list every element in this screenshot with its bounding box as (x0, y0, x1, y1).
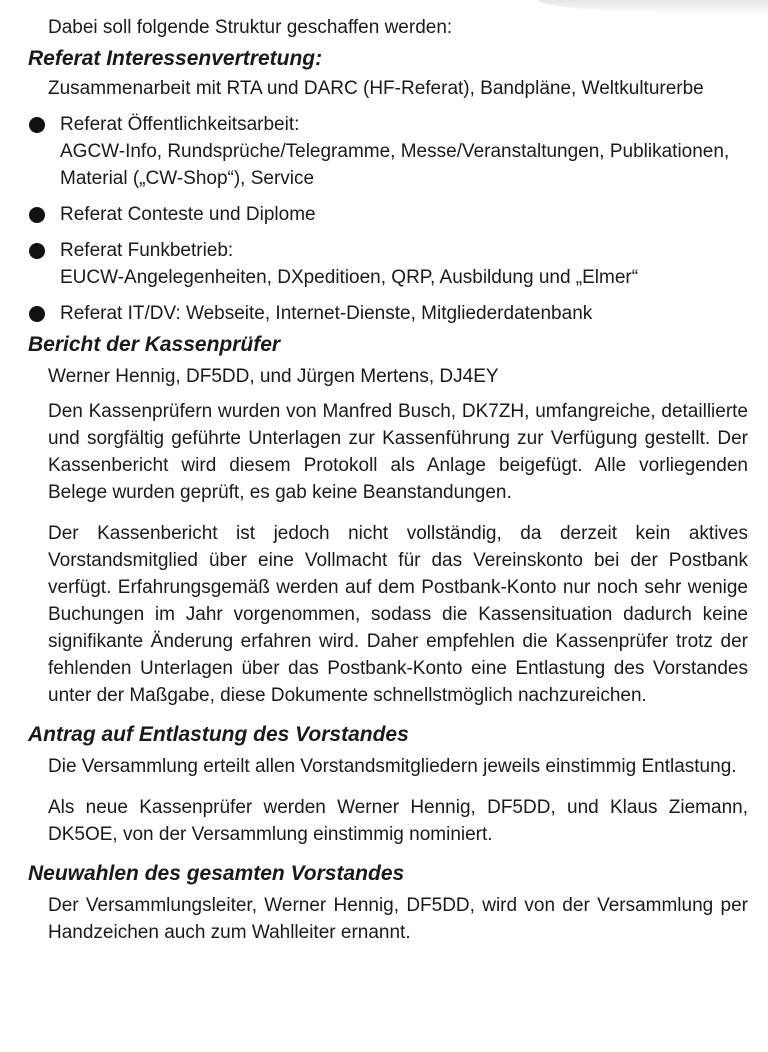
list-item-title: Referat Conteste und Diplome (60, 204, 316, 225)
paragraph: Als neue Kassenprüfer werden Werner Hennig, DF5DD, und Klaus Ziemann, DK5OE, von der Versammlung einstimmig nominiert. (48, 797, 748, 845)
intro-text: Dabei soll folgende Struktur geschaffen werden: (48, 17, 453, 38)
list-item-it-dv (28, 300, 748, 327)
page-curl-shadow (538, 0, 768, 14)
referat-list (28, 111, 748, 327)
section-heading-neuwahlen: Neuwahlen des gesamten Vorstandes (28, 862, 405, 885)
list-item-detail: EUCW-Angelegenheiten, DXpeditioen, QRP, Ausbildung und „Elmer“ (60, 267, 639, 288)
bullet-icon (29, 117, 45, 133)
section-heading-interessenvertretung: Referat Interessenvertretung: (28, 47, 323, 70)
list-item-detail: AGCW-Info, Rundsprüche/Telegramme, Messe/Veranstaltungen, Publikationen, Material („CW-Shop“), Service (60, 141, 730, 189)
paragraph: Den Kassenprüfern wurden von Manfred Busch, DK7ZH, umfangreiche, detaillierte und sorgfältig geführte Unterlagen zur Kassenführung zur Verfügung gestellt. Der Kassenbericht wird diesem Protokoll als Anlage beigefügt. Alle vorliegenden Belege wurden geprüft, es gab keine Beanstandungen. (48, 401, 748, 503)
list-item-title: Referat IT/DV: Webseite, Internet-Dienste, Mitgliederdatenbank (60, 303, 593, 324)
document-body (28, 14, 748, 946)
list-item-oeffentlichkeitsarbeit (28, 111, 748, 192)
section-heading-entlastung: Antrag auf Entlastung des Vorstandes (28, 723, 409, 746)
section-heading-kassenpruefer: Bericht der Kassenprüfer (28, 333, 281, 356)
paragraph: Der Kassenbericht ist jedoch nicht vollständig, da derzeit kein aktives Vorstandsmitglied über eine Vollmacht für das Vereinskonto bei der Postbank verfügt. Erfahrungsgemäß werden auf dem Postbank-Konto nur noch sehr wenige Buchungen im Jahr vorgenommen, sodass die Kassensituation dadurch keine signifikante Änderung erfahren wird. Daher empfehlen die Kassenprüfer trotz der fehlenden Unterlagen über das Postbank-Konto eine Entlastung des Vorstandes unter der Maßgabe, diese Dokumente schnellstmöglich nachzureichen. (48, 523, 748, 706)
list-item-funkbetrieb (28, 237, 748, 291)
list-item-conteste (28, 201, 748, 228)
bullet-icon (29, 306, 45, 322)
list-item-title: Referat Öffentlichkeitsarbeit: (60, 114, 300, 135)
bullet-icon (29, 243, 45, 259)
paragraph: Zusammenarbeit mit RTA und DARC (HF-Referat), Bandpläne, Weltkulturerbe (48, 78, 704, 99)
list-item-title: Referat Funkbetrieb: (60, 240, 234, 261)
bullet-icon (29, 207, 45, 223)
paragraph: Die Versammlung erteilt allen Vorstandsmitgliedern jeweils einstimmig Entlastung. (48, 756, 737, 777)
paragraph: Der Versammlungsleiter, Werner Hennig, DF5DD, wird von der Versammlung per Handzeichen auch zum Wahlleiter ernannt. (48, 895, 748, 943)
paragraph: Werner Hennig, DF5DD, und Jürgen Mertens, DJ4EY (48, 366, 499, 387)
